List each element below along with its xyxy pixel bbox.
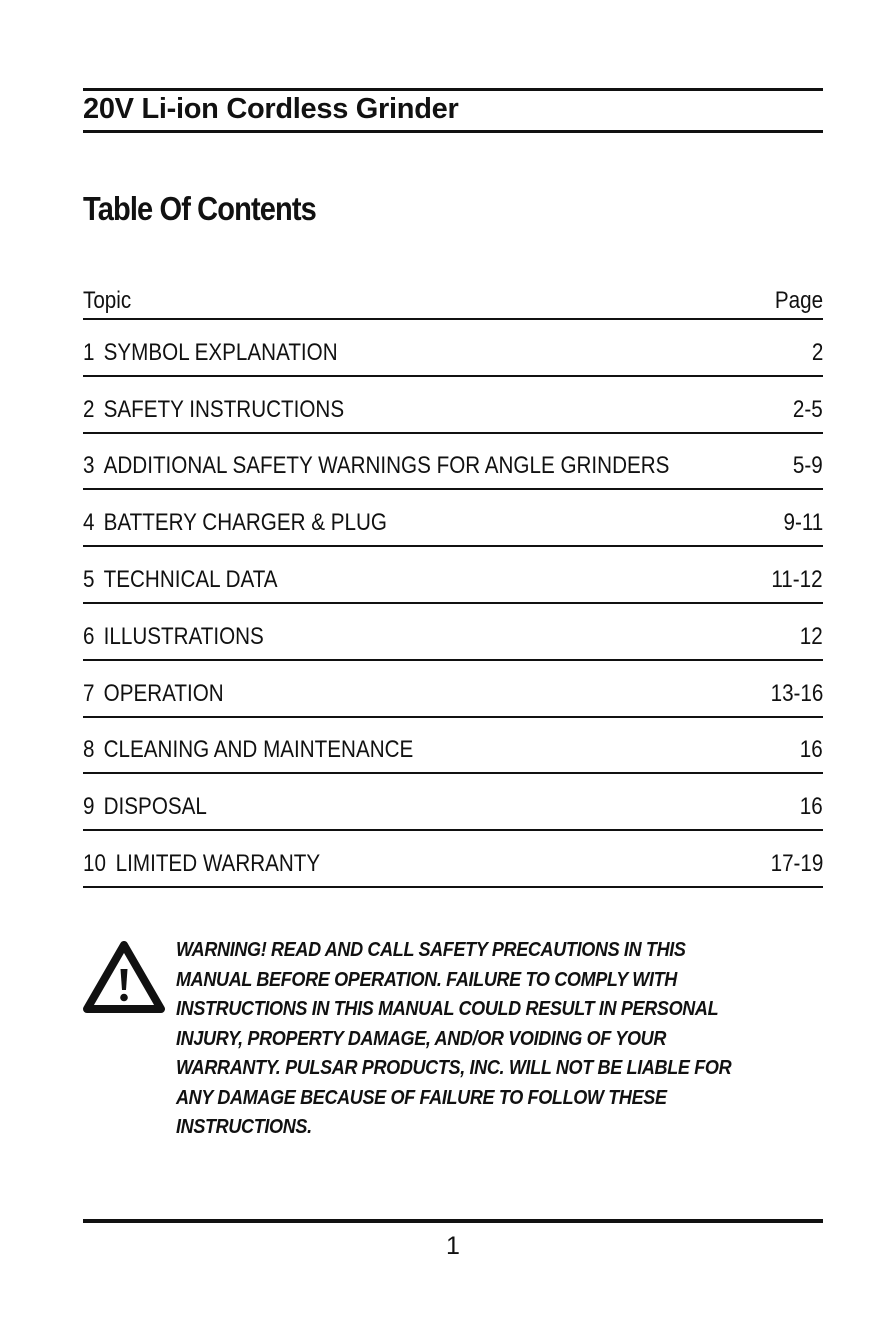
manual-page	[83, 0, 823, 1324]
product-title: 20V Li-ion Cordless Grinder	[83, 93, 459, 125]
warning-triangle-icon	[83, 941, 165, 1015]
toc-col-page: Page	[774, 287, 823, 314]
toc-item-label: LIMITED WARRANTY	[115, 849, 321, 877]
toc-item-page: 9-11	[783, 509, 823, 537]
toc-item-page: 5-9	[793, 452, 823, 480]
toc-item-label: SYMBOL EXPLANATION	[103, 338, 338, 366]
toc-header-row	[83, 282, 823, 320]
toc-item-operation[interactable]	[83, 661, 823, 718]
toc-item-label: SAFETY INSTRUCTIONS	[103, 395, 345, 423]
toc-item-additional-safety-warnings[interactable]	[83, 434, 823, 491]
toc-col-topic: Topic	[83, 287, 132, 314]
toc-item-number: 3	[83, 452, 95, 480]
toc-item-page: 17-19	[770, 849, 823, 877]
toc-item-page: 2-5	[793, 395, 823, 423]
toc-item-label: DISPOSAL	[103, 793, 207, 821]
warning-line: MANUAL BEFORE OPERATION. FAILURE TO COMPLY WITH	[176, 967, 677, 991]
toc-item-number: 2	[83, 395, 95, 423]
toc-item-disposal[interactable]	[83, 774, 823, 831]
toc-item-page: 16	[800, 736, 823, 764]
toc-item-number: 4	[83, 509, 95, 537]
toc-item-cleaning-maintenance[interactable]	[83, 718, 823, 775]
toc-item-page: 16	[800, 793, 823, 821]
table-of-contents	[83, 282, 823, 888]
toc-item-number: 1	[83, 338, 95, 366]
toc-item-illustrations[interactable]	[83, 604, 823, 661]
toc-item-label: CLEANING AND MAINTENANCE	[103, 736, 414, 764]
toc-item-page: 2	[811, 338, 823, 366]
title-rule	[83, 130, 823, 133]
top-rule	[83, 88, 823, 91]
toc-item-number: 7	[83, 679, 95, 707]
toc-item-label: OPERATION	[103, 679, 224, 707]
toc-item-label: TECHNICAL DATA	[103, 565, 278, 593]
warning-line: INSTRUCTIONS.	[176, 1115, 312, 1138]
warning-line: INSTRUCTIONS IN THIS MANUAL COULD RESULT IN PERSONAL	[176, 997, 719, 1020]
toc-item-battery-charger[interactable]	[83, 490, 823, 547]
warning-line: WARRANTY. PULSAR PRODUCTS, INC. WILL NOT BE LIABLE FOR	[176, 1056, 732, 1079]
toc-item-page: 13-16	[770, 679, 823, 707]
toc-item-safety-instructions[interactable]	[83, 377, 823, 434]
toc-item-label: BATTERY CHARGER & PLUG	[103, 509, 387, 537]
warning-line: ANY DAMAGE BECAUSE OF FAILURE TO FOLLOW THESE	[176, 1085, 667, 1109]
toc-item-number: 6	[83, 622, 95, 650]
toc-heading: Table Of Contents	[83, 190, 316, 227]
toc-item-number: 8	[83, 736, 95, 764]
toc-item-number: 10	[83, 849, 106, 877]
warning-line: INJURY, PROPERTY DAMAGE, AND/OR VOIDING OF YOUR	[176, 1026, 667, 1050]
toc-item-number: 5	[83, 565, 95, 593]
toc-item-limited-warranty[interactable]	[83, 831, 823, 888]
bottom-rule	[83, 1219, 823, 1223]
toc-item-page: 12	[800, 622, 823, 650]
toc-item-label: ADDITIONAL SAFETY WARNINGS FOR ANGLE GRINDERS	[103, 452, 670, 480]
toc-item-page: 11-12	[771, 565, 823, 593]
toc-item-symbol-explanation[interactable]	[83, 320, 823, 377]
toc-item-label: ILLUSTRATIONS	[103, 622, 264, 650]
toc-item-technical-data[interactable]	[83, 547, 823, 604]
warning-text	[176, 935, 792, 1142]
warning-line: WARNING! READ AND CALL SAFETY PRECAUTIONS IN THIS	[176, 938, 686, 961]
toc-item-number: 9	[83, 793, 95, 821]
page-number: 1	[446, 1232, 460, 1260]
